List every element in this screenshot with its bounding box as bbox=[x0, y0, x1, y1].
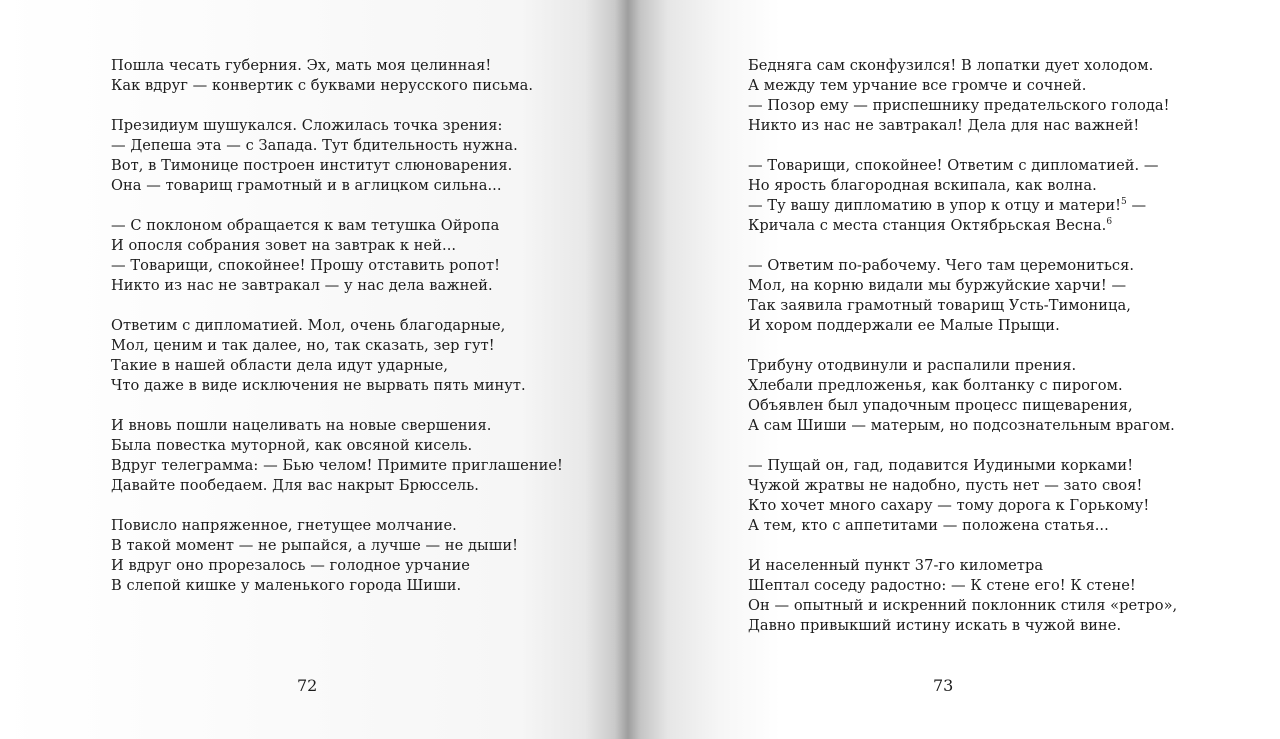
poem-line: Объявлен был упадочным процесс пищеварения, bbox=[748, 397, 1133, 414]
poem-line: Пошла чесать губерния. Эх, мать моя целинная! bbox=[111, 57, 492, 74]
poem-line: — Депеша эта — с Запада. Тут бдительность нужна. bbox=[111, 137, 518, 154]
poem-line: Трибуну отодвинули и распалили прения. bbox=[748, 357, 1077, 374]
poem-line: И населенный пункт 37-го километра bbox=[748, 557, 1044, 574]
left-page bbox=[111, 56, 581, 616]
stanza bbox=[111, 416, 581, 496]
right-page bbox=[748, 56, 1178, 656]
poem-line: — Пущай он, гад, подавится Иудиными корками! bbox=[748, 457, 1134, 474]
poem-line-with-footnote bbox=[748, 216, 1168, 236]
poem-line: Что даже в виде исключения не вырвать пять минут. bbox=[111, 377, 526, 394]
poem-line-with-footnote bbox=[748, 196, 1168, 216]
stanza bbox=[748, 156, 1168, 236]
poem-line: И вдруг оно прорезалось — голодное урчание bbox=[111, 557, 470, 574]
stanza bbox=[748, 456, 1168, 536]
poem-line: И опосля собрания зовет на завтрак к ней... bbox=[111, 237, 457, 254]
poem-line: А тем, кто с аппетитами — положена статья... bbox=[748, 517, 1109, 534]
poem-line: В такой момент — не рыпайся, а лучше — не дыши! bbox=[111, 537, 519, 554]
poem-line: — С поклоном обращается к вам тетушка Ойропа bbox=[111, 217, 500, 234]
poem-line: Никто из нас не завтракал! Дела для нас важней! bbox=[748, 117, 1140, 134]
stanza bbox=[111, 316, 581, 396]
poem-line: Была повестка муторной, как овсяной кисель. bbox=[111, 437, 473, 454]
poem-line: — Товарищи, спокойнее! Прошу отставить ропот! bbox=[111, 257, 501, 274]
poem-line: Давно привыкший истину искать в чужой вине. bbox=[748, 617, 1122, 634]
poem-line: А сам Шиши — матерым, но подсознательным врагом. bbox=[748, 417, 1175, 434]
poem-line: — Ответим по-рабочему. Чего там церемониться. bbox=[748, 257, 1135, 274]
poem-line: Она — товарищ грамотный и в аглицком сильна... bbox=[111, 177, 502, 194]
poem-line-tail: — bbox=[1126, 197, 1147, 214]
stanza bbox=[748, 256, 1168, 336]
poem-line: Вот, в Тимонице построен институт слюноварения. bbox=[111, 157, 513, 174]
footnote-mark: 6 bbox=[1106, 217, 1113, 227]
page-number-left: 72 bbox=[297, 676, 318, 695]
poem-line: Так заявила грамотный товарищ Усть-Тимоница, bbox=[748, 297, 1131, 314]
poem-line: — Позор ему — приспешнику предательского голода! bbox=[748, 97, 1170, 114]
poem-line-text: — Ту вашу дипломатию в упор к отцу и матери! bbox=[748, 197, 1122, 214]
poem-line: Давайте пообедаем. Для вас накрыт Брюссель. bbox=[111, 477, 479, 494]
poem-line: Вдруг телеграмма: — Бью челом! Примите приглашение! bbox=[111, 457, 563, 474]
poem-line: Как вдруг — конвертик с буквами нерусского письма. bbox=[111, 77, 534, 94]
poem-line: Повисло напряженное, гнетущее молчание. bbox=[111, 517, 457, 534]
poem-line: Он — опытный и искренний поклонник стиля «ретро», bbox=[748, 597, 1178, 614]
poem-line: Президиум шушукался. Сложилась точка зрения: bbox=[111, 117, 503, 134]
poem-line: Мол, на корню видали мы буржуйские харчи! — bbox=[748, 277, 1127, 294]
poem-line: — Товарищи, спокойнее! Ответим с дипломатией. — bbox=[748, 157, 1159, 174]
poem-line-text: Кричала с места станция Октябрьская Весна. bbox=[748, 217, 1107, 234]
page-number-right: 73 bbox=[933, 676, 954, 695]
poem-line: Хлебали предложенья, как болтанку с пирогом. bbox=[748, 377, 1123, 394]
stanza bbox=[111, 116, 581, 196]
stanza bbox=[748, 56, 1168, 136]
stanza bbox=[111, 56, 581, 96]
stanza bbox=[111, 216, 581, 296]
poem-line: И хором поддержали ее Малые Прыщи. bbox=[748, 317, 1060, 334]
poem-line: И вновь пошли нацеливать на новые свершения. bbox=[111, 417, 492, 434]
stanza bbox=[111, 516, 581, 596]
poem-line: Кто хочет много сахару — тому дорога к Горькому! bbox=[748, 497, 1150, 514]
poem-line: Такие в нашей области дела идут ударные, bbox=[111, 357, 449, 374]
poem-line: Чужой жратвы не надобно, пусть нет — зато своя! bbox=[748, 477, 1143, 494]
poem-line: Шептал соседу радостно: — К стене его! К стене! bbox=[748, 577, 1136, 594]
stanza bbox=[748, 356, 1175, 436]
poem-line: А между тем урчание все громче и сочней. bbox=[748, 77, 1087, 94]
poem-line: В слепой кишке у маленького города Шиши. bbox=[111, 577, 462, 594]
poem-line: Ответим с дипломатией. Мол, очень благодарные, bbox=[111, 317, 506, 334]
poem-line: Никто из нас не завтракал — у нас дела важней. bbox=[111, 277, 493, 294]
poem-line: Мол, ценим и так далее, но, так сказать, зер гут! bbox=[111, 337, 495, 354]
poem-line: Бедняга сам сконфузился! В лопатки дует холодом. bbox=[748, 57, 1154, 74]
poem-line: Но ярость благородная вскипала, как волна. bbox=[748, 177, 1097, 194]
footnote-mark: 5 bbox=[1121, 197, 1127, 207]
stanza bbox=[748, 556, 1178, 636]
